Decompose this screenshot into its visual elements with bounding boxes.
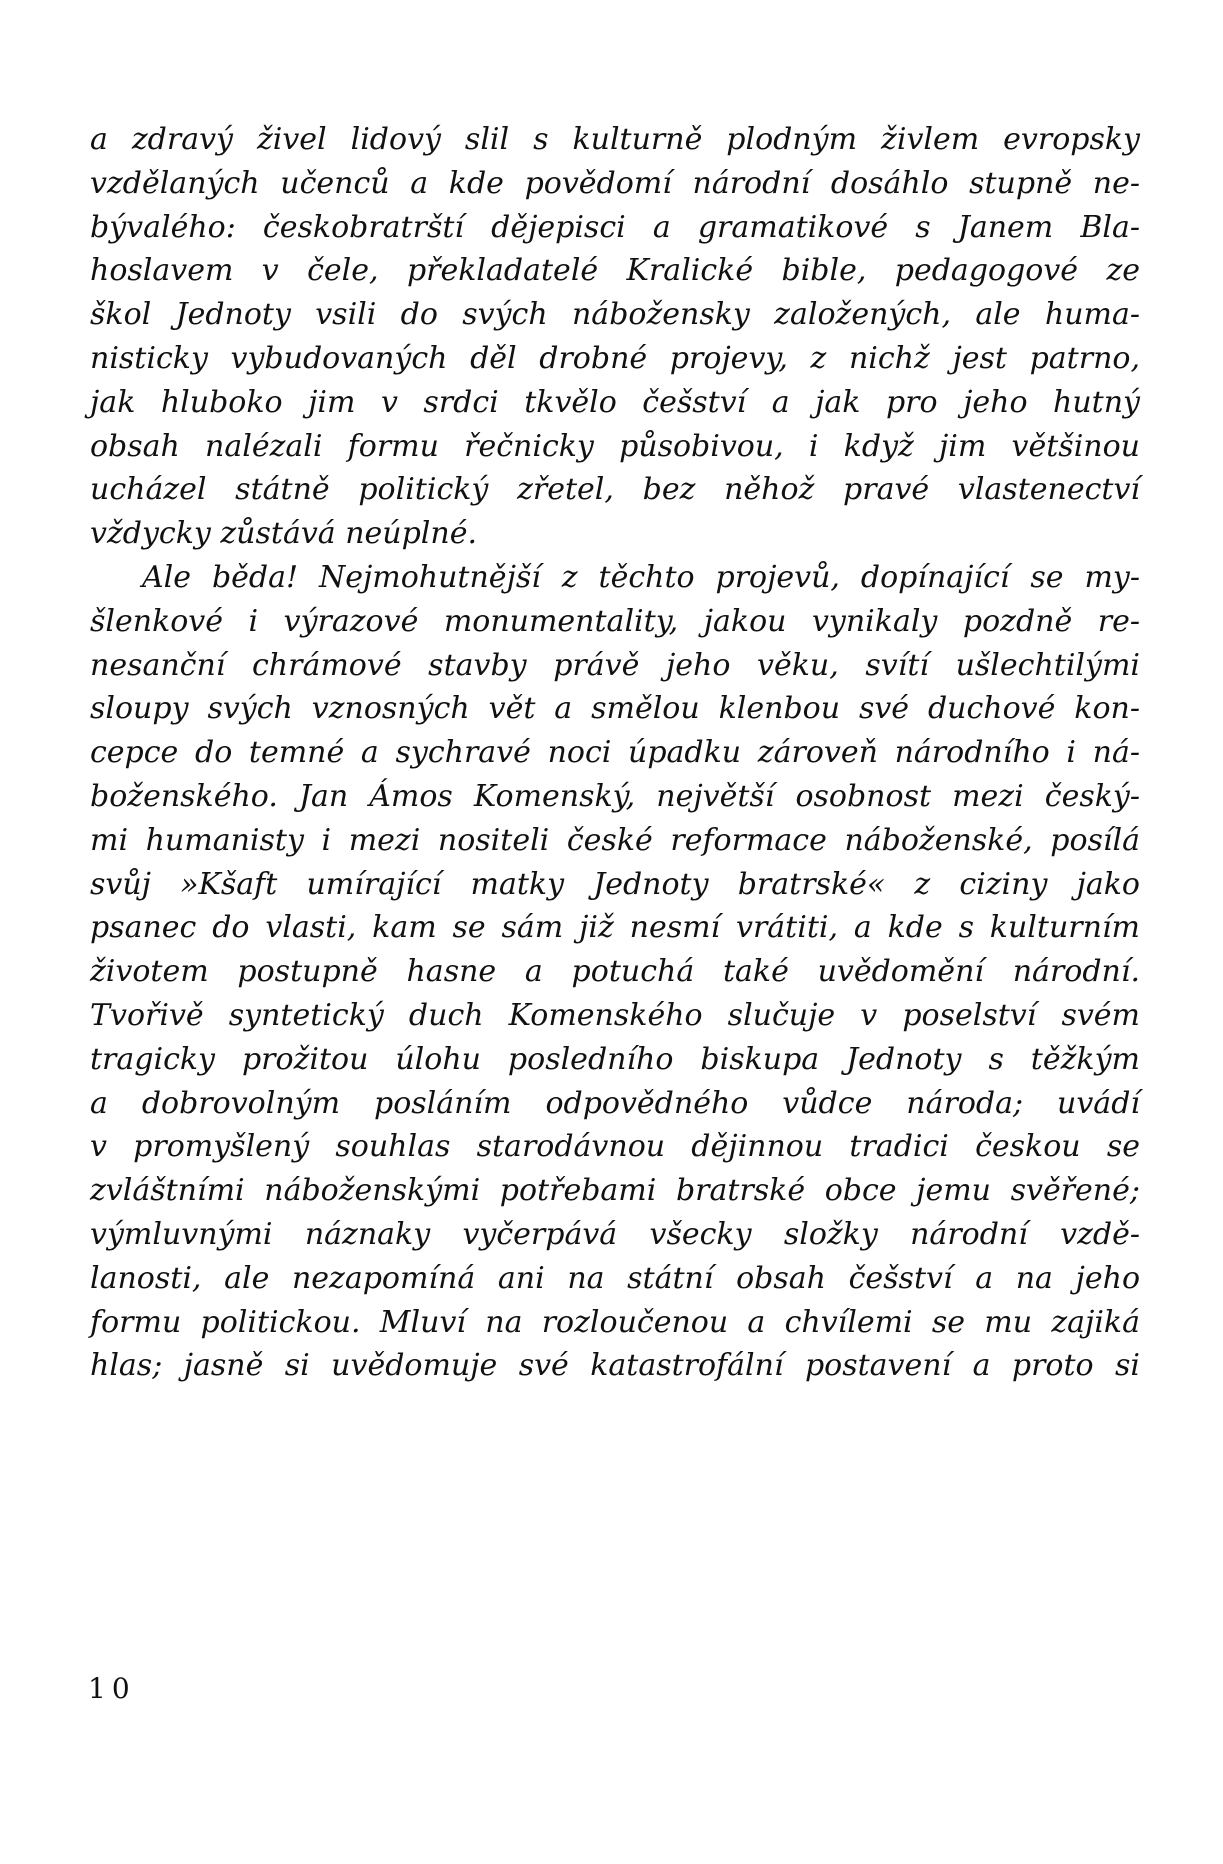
- text-line: bývalého: českobratrští dějepisci a gramatikové s Janem Bla-: [90, 209, 1140, 245]
- text-line: formu politickou. Mluví na rozloučenou a chvílemi se mu zajiká: [90, 1304, 1140, 1340]
- body-text: [90, 118, 1140, 1388]
- text-line: a zdravý živel lidový slil s kulturně plodným živlem evropsky: [90, 122, 1140, 157]
- text-line: nesanční chrámové stavby právě jeho věku, svítí ušlechtilými: [90, 647, 1140, 683]
- text-line: Tvořivě syntetický duch Komenského slučuje v poselství svém: [90, 997, 1140, 1033]
- text-line: tragicky prožitou úlohu posledního biskupa Jednoty s těžkým: [90, 1041, 1140, 1077]
- text-line: lanosti, ale nezapomíná ani na státní obsah češství a na jeho: [90, 1260, 1140, 1296]
- text-line: hlas; jasně si uvědomuje své katastrofální postavení a proto si: [90, 1348, 1140, 1384]
- text-line: vzdělaných učenců a kde povědomí národní dosáhlo stupně ne-: [90, 165, 1140, 201]
- text-line: boženského. Jan Ámos Komenský, největší osobnost mezi český-: [90, 778, 1140, 814]
- text-line: zvláštními náboženskými potřebami bratrské obce jemu svěřené;: [90, 1173, 1140, 1209]
- text-line: obsah nalézali formu řečnicky působivou, i když jim většinou: [90, 428, 1140, 464]
- text-line: psanec do vlasti, kam se sám již nesmí vrátiti, a kde s kulturním: [90, 910, 1140, 946]
- text-line: mi humanisty i mezi nositeli české reformace náboženské, posílá: [90, 822, 1140, 858]
- text-line: ucházel státně politický zřetel, bez něhož pravé vlastenectví: [90, 472, 1140, 508]
- text-line: šlenkové i výrazové monumentality, jakou vynikaly pozdně re-: [90, 603, 1140, 639]
- text-line: hoslavem v čele, překladatelé Kralické bible, pedagogové ze: [90, 253, 1140, 289]
- text-line: cepce do temné a sychravé noci úpadku zároveň národního i ná-: [90, 735, 1140, 771]
- text-line: výmluvnými náznaky vyčerpává všecky složky národní vzdě-: [90, 1216, 1140, 1252]
- page-number: 10: [88, 1672, 136, 1705]
- text-line-paragraph-end: vždycky zůstává neúplné.: [90, 516, 478, 552]
- text-line: životem postupně hasne a potuchá také uvědomění národní.: [90, 954, 1140, 990]
- text-line: jak hluboko jim v srdci tkvělo češství a jak pro jeho hutný: [90, 384, 1140, 420]
- text-line: a dobrovolným posláním odpovědného vůdce národa; uvádí: [90, 1085, 1140, 1121]
- text-line-paragraph-start: Ale běda! Nejmohutnější z těchto projevů, dopínající se my-: [142, 559, 1140, 595]
- text-line: v promyšlený souhlas starodávnou dějinnou tradici českou se: [90, 1129, 1140, 1165]
- text-line: nisticky vybudovaných děl drobné projevy, z nichž jest patrno,: [90, 340, 1140, 376]
- text-line: svůj »Kšaft umírající matky Jednoty bratrské« z ciziny jako: [90, 866, 1140, 902]
- text-line: sloupy svých vznosných vět a smělou klenbou své duchové kon-: [90, 691, 1140, 727]
- text-line: škol Jednoty vsili do svých nábožensky založených, ale huma-: [90, 297, 1140, 333]
